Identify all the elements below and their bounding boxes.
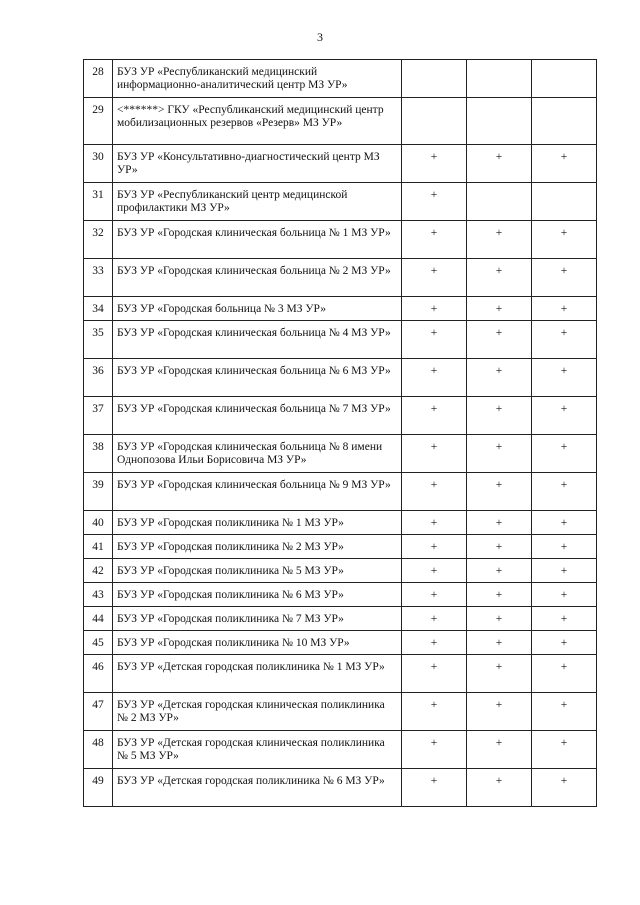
mark-cell-3 [532, 183, 597, 221]
institution-name: БУЗ УР «Городская клиническая больница № 4 МЗ УР» [113, 321, 402, 359]
row-number: 28 [84, 60, 113, 98]
mark-cell-1: + [402, 321, 467, 359]
institution-name: БУЗ УР «Республиканский центр медицинской профилактики МЗ УР» [113, 183, 402, 221]
institution-name: БУЗ УР «Городская клиническая больница № 9 МЗ УР» [113, 473, 402, 511]
row-number: 35 [84, 321, 113, 359]
mark-cell-3: + [532, 297, 597, 321]
mark-cell-3: + [532, 583, 597, 607]
table-row [84, 731, 597, 769]
row-number: 30 [84, 145, 113, 183]
mark-cell-1: + [402, 297, 467, 321]
row-number: 44 [84, 607, 113, 631]
mark-cell-1: + [402, 693, 467, 731]
mark-cell-3: + [532, 221, 597, 259]
mark-cell-3: + [532, 631, 597, 655]
institutions-table [83, 59, 597, 807]
row-number: 37 [84, 397, 113, 435]
mark-cell-2: + [467, 731, 532, 769]
table-row [84, 769, 597, 807]
mark-cell-1: + [402, 183, 467, 221]
mark-cell-3: + [532, 607, 597, 631]
mark-cell-3: + [532, 535, 597, 559]
mark-cell-2: + [467, 559, 532, 583]
row-number: 38 [84, 435, 113, 473]
table-row [84, 693, 597, 731]
table-row [84, 583, 597, 607]
mark-cell-3: + [532, 321, 597, 359]
mark-cell-1: + [402, 259, 467, 297]
institution-name: БУЗ УР «Городская поликлиника № 1 МЗ УР» [113, 511, 402, 535]
institution-name: БУЗ УР «Городская поликлиника № 2 МЗ УР» [113, 535, 402, 559]
table-row [84, 221, 597, 259]
table-row [84, 473, 597, 511]
mark-cell-3: + [532, 473, 597, 511]
table-row [84, 607, 597, 631]
row-number: 40 [84, 511, 113, 535]
institution-name: БУЗ УР «Городская клиническая больница № 6 МЗ УР» [113, 359, 402, 397]
institution-name: БУЗ УР «Городская больница № 3 МЗ УР» [113, 297, 402, 321]
mark-cell-3: + [532, 731, 597, 769]
mark-cell-3: + [532, 655, 597, 693]
institution-name: БУЗ УР «Городская клиническая больница № 7 МЗ УР» [113, 397, 402, 435]
mark-cell-1: + [402, 145, 467, 183]
mark-cell-2: + [467, 631, 532, 655]
mark-cell-1: + [402, 535, 467, 559]
mark-cell-2 [467, 183, 532, 221]
mark-cell-1 [402, 98, 467, 145]
institution-name: БУЗ УР «Детская городская поликлиника № 1 МЗ УР» [113, 655, 402, 693]
mark-cell-1: + [402, 397, 467, 435]
mark-cell-2: + [467, 297, 532, 321]
table-row [84, 631, 597, 655]
mark-cell-1: + [402, 473, 467, 511]
mark-cell-1: + [402, 607, 467, 631]
table-body [84, 60, 597, 807]
mark-cell-2: + [467, 359, 532, 397]
row-number: 47 [84, 693, 113, 731]
mark-cell-3: + [532, 435, 597, 473]
row-number: 46 [84, 655, 113, 693]
table-row [84, 183, 597, 221]
table-row [84, 559, 597, 583]
institution-name: БУЗ УР «Городская клиническая больница № 1 МЗ УР» [113, 221, 402, 259]
mark-cell-2: + [467, 397, 532, 435]
row-number: 48 [84, 731, 113, 769]
mark-cell-2 [467, 98, 532, 145]
row-number: 36 [84, 359, 113, 397]
institution-name: БУЗ УР «Республиканский медицинский информационно-аналитический центр МЗ УР» [113, 60, 402, 98]
row-number: 33 [84, 259, 113, 297]
mark-cell-3: + [532, 559, 597, 583]
mark-cell-2: + [467, 655, 532, 693]
mark-cell-1: + [402, 559, 467, 583]
mark-cell-3: + [532, 693, 597, 731]
mark-cell-2: + [467, 607, 532, 631]
mark-cell-2: + [467, 535, 532, 559]
row-number: 39 [84, 473, 113, 511]
institution-name: БУЗ УР «Городская поликлиника № 5 МЗ УР» [113, 559, 402, 583]
mark-cell-1: + [402, 359, 467, 397]
table-row [84, 655, 597, 693]
mark-cell-3 [532, 98, 597, 145]
mark-cell-2: + [467, 769, 532, 807]
row-number: 45 [84, 631, 113, 655]
row-number: 32 [84, 221, 113, 259]
mark-cell-3: + [532, 145, 597, 183]
row-number: 43 [84, 583, 113, 607]
mark-cell-2: + [467, 221, 532, 259]
mark-cell-2: + [467, 473, 532, 511]
table-row [84, 60, 597, 98]
mark-cell-2: + [467, 693, 532, 731]
mark-cell-1: + [402, 583, 467, 607]
table-row [84, 397, 597, 435]
mark-cell-2: + [467, 435, 532, 473]
institution-name: БУЗ УР «Консультативно-диагностический центр МЗ УР» [113, 145, 402, 183]
row-number: 49 [84, 769, 113, 807]
table-row [84, 98, 597, 145]
mark-cell-2: + [467, 321, 532, 359]
institution-name: БУЗ УР «Городская поликлиника № 6 МЗ УР» [113, 583, 402, 607]
row-number: 31 [84, 183, 113, 221]
mark-cell-2: + [467, 511, 532, 535]
row-number: 29 [84, 98, 113, 145]
institution-name: БУЗ УР «Городская поликлиника № 10 МЗ УР» [113, 631, 402, 655]
institution-name: БУЗ УР «Городская клиническая больница № 8 имени Однопозова Ильи Борисовича МЗ УР» [113, 435, 402, 473]
mark-cell-3: + [532, 769, 597, 807]
institution-name: БУЗ УР «Городская поликлиника № 7 МЗ УР» [113, 607, 402, 631]
institution-name: <******> ГКУ «Республиканский медицинский центр мобилизационных резервов «Резерв» МЗ УР» [113, 98, 402, 145]
mark-cell-2: + [467, 583, 532, 607]
mark-cell-3: + [532, 359, 597, 397]
row-number: 42 [84, 559, 113, 583]
row-number: 41 [84, 535, 113, 559]
institution-name: БУЗ УР «Детская городская клиническая поликлиника № 5 МЗ УР» [113, 731, 402, 769]
mark-cell-1 [402, 60, 467, 98]
table-row [84, 321, 597, 359]
table-row [84, 145, 597, 183]
mark-cell-3 [532, 60, 597, 98]
mark-cell-1: + [402, 655, 467, 693]
mark-cell-1: + [402, 221, 467, 259]
table-row [84, 359, 597, 397]
institution-name: БУЗ УР «Детская городская поликлиника № 6 МЗ УР» [113, 769, 402, 807]
mark-cell-1: + [402, 435, 467, 473]
table-row [84, 435, 597, 473]
table-row [84, 259, 597, 297]
table-row [84, 535, 597, 559]
institution-name: БУЗ УР «Городская клиническая больница № 2 МЗ УР» [113, 259, 402, 297]
mark-cell-1: + [402, 511, 467, 535]
mark-cell-2 [467, 60, 532, 98]
row-number: 34 [84, 297, 113, 321]
table-row [84, 511, 597, 535]
mark-cell-3: + [532, 511, 597, 535]
mark-cell-1: + [402, 631, 467, 655]
page-number: 3 [317, 30, 323, 44]
mark-cell-1: + [402, 731, 467, 769]
institution-name: БУЗ УР «Детская городская клиническая поликлиника № 2 МЗ УР» [113, 693, 402, 731]
mark-cell-2: + [467, 145, 532, 183]
mark-cell-2: + [467, 259, 532, 297]
mark-cell-3: + [532, 397, 597, 435]
mark-cell-3: + [532, 259, 597, 297]
mark-cell-1: + [402, 769, 467, 807]
table-row [84, 297, 597, 321]
